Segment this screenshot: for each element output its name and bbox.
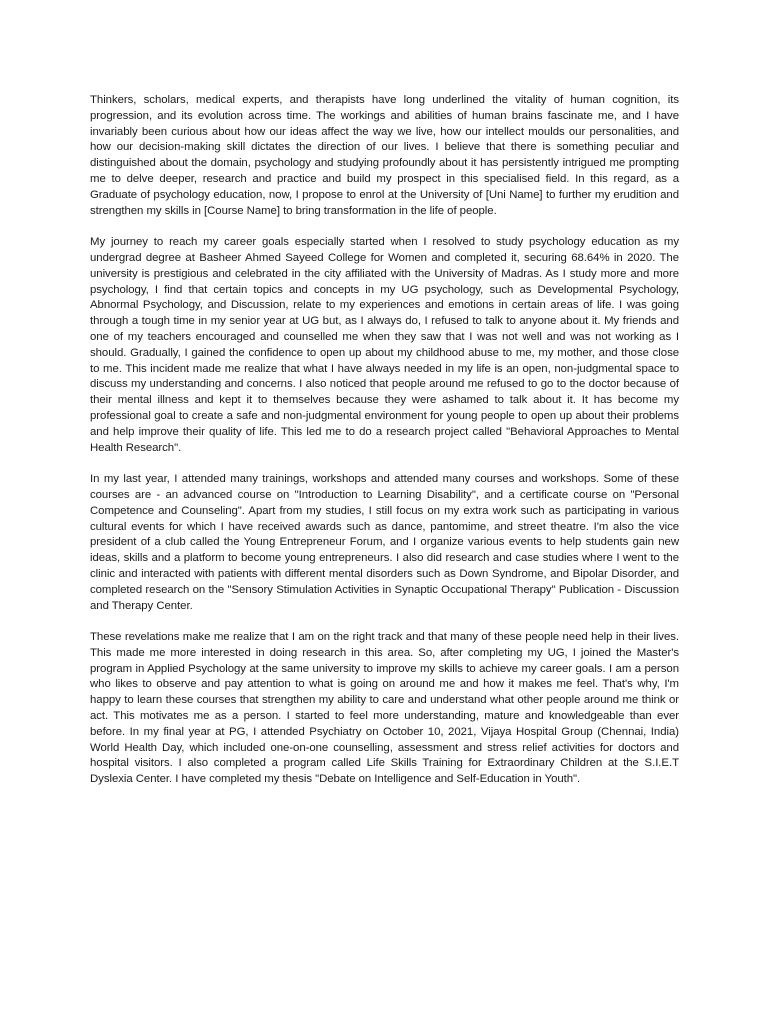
paragraph-journey: My journey to reach my career goals especially started when I resolved to study psychology education as my undergrad degree at Basheer Ahmed Sayeed College for Women and completed it, securing 68.64% in 2020. The university is prestigious and celebrated in the city affiliated with the University of Madras. As I study more and more psychology, I find that certain topics and concepts in my UG psychology, such as Developmental Psychology, Abnormal Psychology, and Discussion, relate to my experiences and emotions in certain areas of life. I was going through a tough time in my senior year at UG but, as I always do, I refused to talk to anyone about it. My friends and one of my teachers encouraged and counselled me when they saw that I was not well and was not working as I should. Gradually, I gained the confidence to open up about my childhood abuse to me, my mother, and those close to me. This incident made me realize that what I have always needed in my life is an open, non-judgmental space to discuss my understanding and concerns. I also noticed that people around me refused to go to the doctor because of their mental illness and kept it to themselves because they were ashamed to talk about it. It has become my professional goal to create a safe and non-judgmental environment for young people to open up about their problems and help improve their quality of life. This led me to do a research project called "Behavioral Approaches to Mental Health Research". [90, 236, 679, 454]
document-body [90, 93, 679, 804]
paragraph-intro: Thinkers, scholars, medical experts, and therapists have long underlined the vitality of human cognition, its progression, and its evolution across time. The workings and abilities of human brains fascinate me, and I have invariably been curious about how our ideas affect the way we live, how our intellect moulds our personalities, and how our decision-making skill dictates the direction of our lives. I believe that there is something peculiar and distinguished about the domain, psychology and studying profoundly about it has persistently intrigued me prompting me to delve deeper, research and practice and build my prospect in this specialised field. In this regard, as a Graduate of psychology education, now, I propose to enrol at the University of [Uni Name] to further my erudition and strengthen my skills in [Course Name] to bring transformation in the life of people. [90, 94, 679, 217]
paragraph-revelations: These revelations make me realize that I am on the right track and that many of these people need help in their lives. This made me more interested in doing research in this area. So, after completing my UG, I joined the Master's program in Applied Psychology at the same university to improve my skills to achieve my career goals. I am a person who likes to observe and pay attention to what is going on around me and how it makes me feel. That's why, I'm happy to learn these courses that strengthen my ability to care and understand what other people around me think or act. This motivates me as a person. I started to feel more understanding, mature and knowledgeable than ever before. In my final year at PG, I attended Psychiatry on October 10, 2021, Vijaya Hospital Group (Chennai, India) World Health Day, which included one-on-one counselling, assessment and stress relief activities for doctors and hospital visitors. I also completed a program called Life Skills Training for Extraordinary Children at the S.I.E.T Dyslexia Center. I have completed my thesis "Debate on Intelligence and Self-Education in Youth". [90, 631, 679, 786]
paragraph-activities: In my last year, I attended many trainings, workshops and attended many courses and workshops. Some of these courses are - an advanced course on "Introduction to Learning Disability", and a certificate course on "Personal Competence and Counseling". Apart from my studies, I still focus on my extra work such as participating in various cultural events for which I have received awards such as dance, pantomime, and street theatre. I'm also the vice president of a club called the Young Entrepreneur Forum, and I organize various events to help students gain new ideas, skills and a platform to become young entrepreneurs. I also did research and case studies where I went to the clinic and interacted with patients with different mental disorders such as Down Syndrome, and Bipolar Disorder, and completed research on the "Sensory Stimulation Activities in Synaptic Occupational Therapy" Publication - Discussion and Therapy Center. [90, 473, 679, 612]
